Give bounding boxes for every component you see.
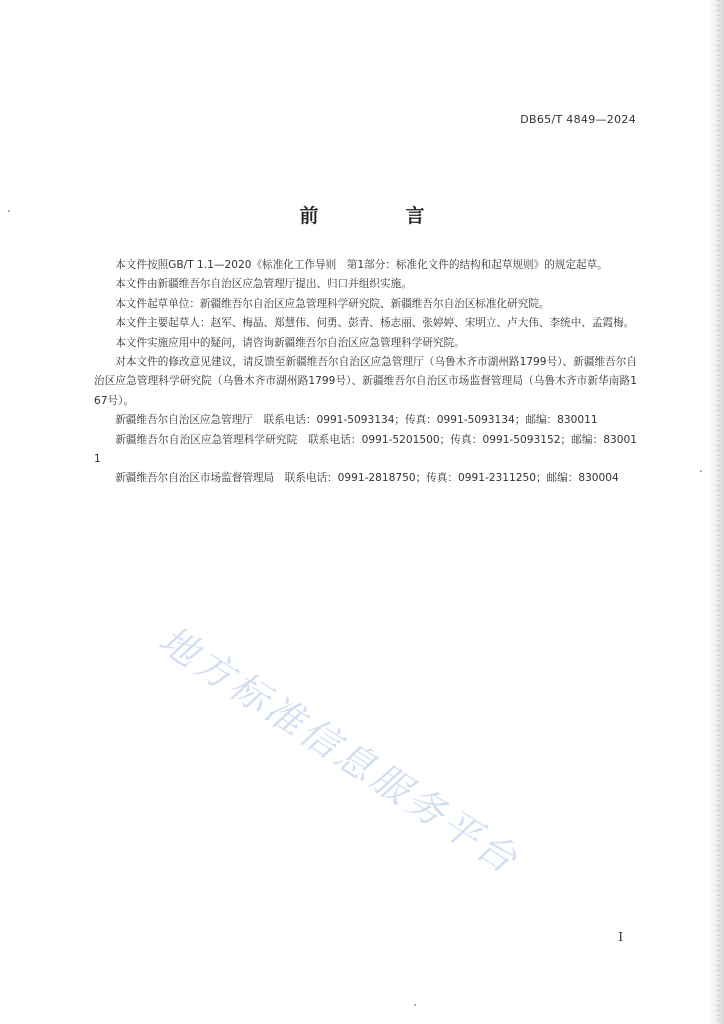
paragraph-drafting-rules: 本文件按照GB/T 1.1—2020《标准化工作导则 第1部分：标准化文件的结构和起草规则》的规定起草。: [115, 259, 608, 271]
document-code: DB65/T 4849—2024: [520, 113, 636, 126]
scan-speck: [414, 1004, 416, 1006]
contact-line-market-bureau: 新疆维吾尔自治区市场监督管理局 联系电话：0991-2818750；传真：0991-2311250；邮编：830004: [115, 472, 619, 485]
paragraph-consultation: 本文件实施应用中的疑问，请咨询新疆维吾尔自治区应急管理科学研究院。: [115, 336, 465, 349]
watermark-text: 地方标准信息服务平台: [151, 617, 528, 884]
scan-edge-shadow: [708, 0, 724, 1024]
page-title: 前 言: [299, 205, 459, 227]
paragraph-proposer: 本文件由新疆维吾尔自治区应急管理厅提出、归口并组织实施。: [115, 278, 412, 291]
paragraph-feedback: 对本文件的修改意见建议，请反馈至新疆维吾尔自治区应急管理厅（乌鲁木齐市湖州路1799号）、新疆维吾尔自治区应急管理科学研究院（乌鲁木齐市湖州路1799号）、新疆维吾尔自治区市场监督管理局（乌鲁木齐市新华南路167号）。: [94, 356, 637, 407]
contact-line-research-institute: 新疆维吾尔自治区应急管理科学研究院 联系电话：0991-5201500；传真：0991-5093152；邮编：830011: [94, 433, 637, 466]
page-number: I: [618, 930, 623, 944]
paragraph-drafting-units: 本文件起草单位：新疆维吾尔自治区应急管理科学研究院、新疆维吾尔自治区标准化研究院。: [115, 297, 550, 310]
scan-edge-noise: [717, 0, 720, 1024]
foreword-body: [94, 256, 637, 489]
scan-speck: [700, 470, 702, 472]
paragraph-drafters: 本文件主要起草人：赵军、梅晶、郑慧伟、何勇、彭青、杨志丽、张婷婷、宋明立、卢大伟、李统中、孟霞梅。: [115, 317, 635, 330]
contact-line-emergency-dept: 新疆维吾尔自治区应急管理厅 联系电话：0991-5093134；传真：0991-5093134；邮编：830011: [115, 414, 598, 427]
scan-speck: [8, 210, 10, 212]
